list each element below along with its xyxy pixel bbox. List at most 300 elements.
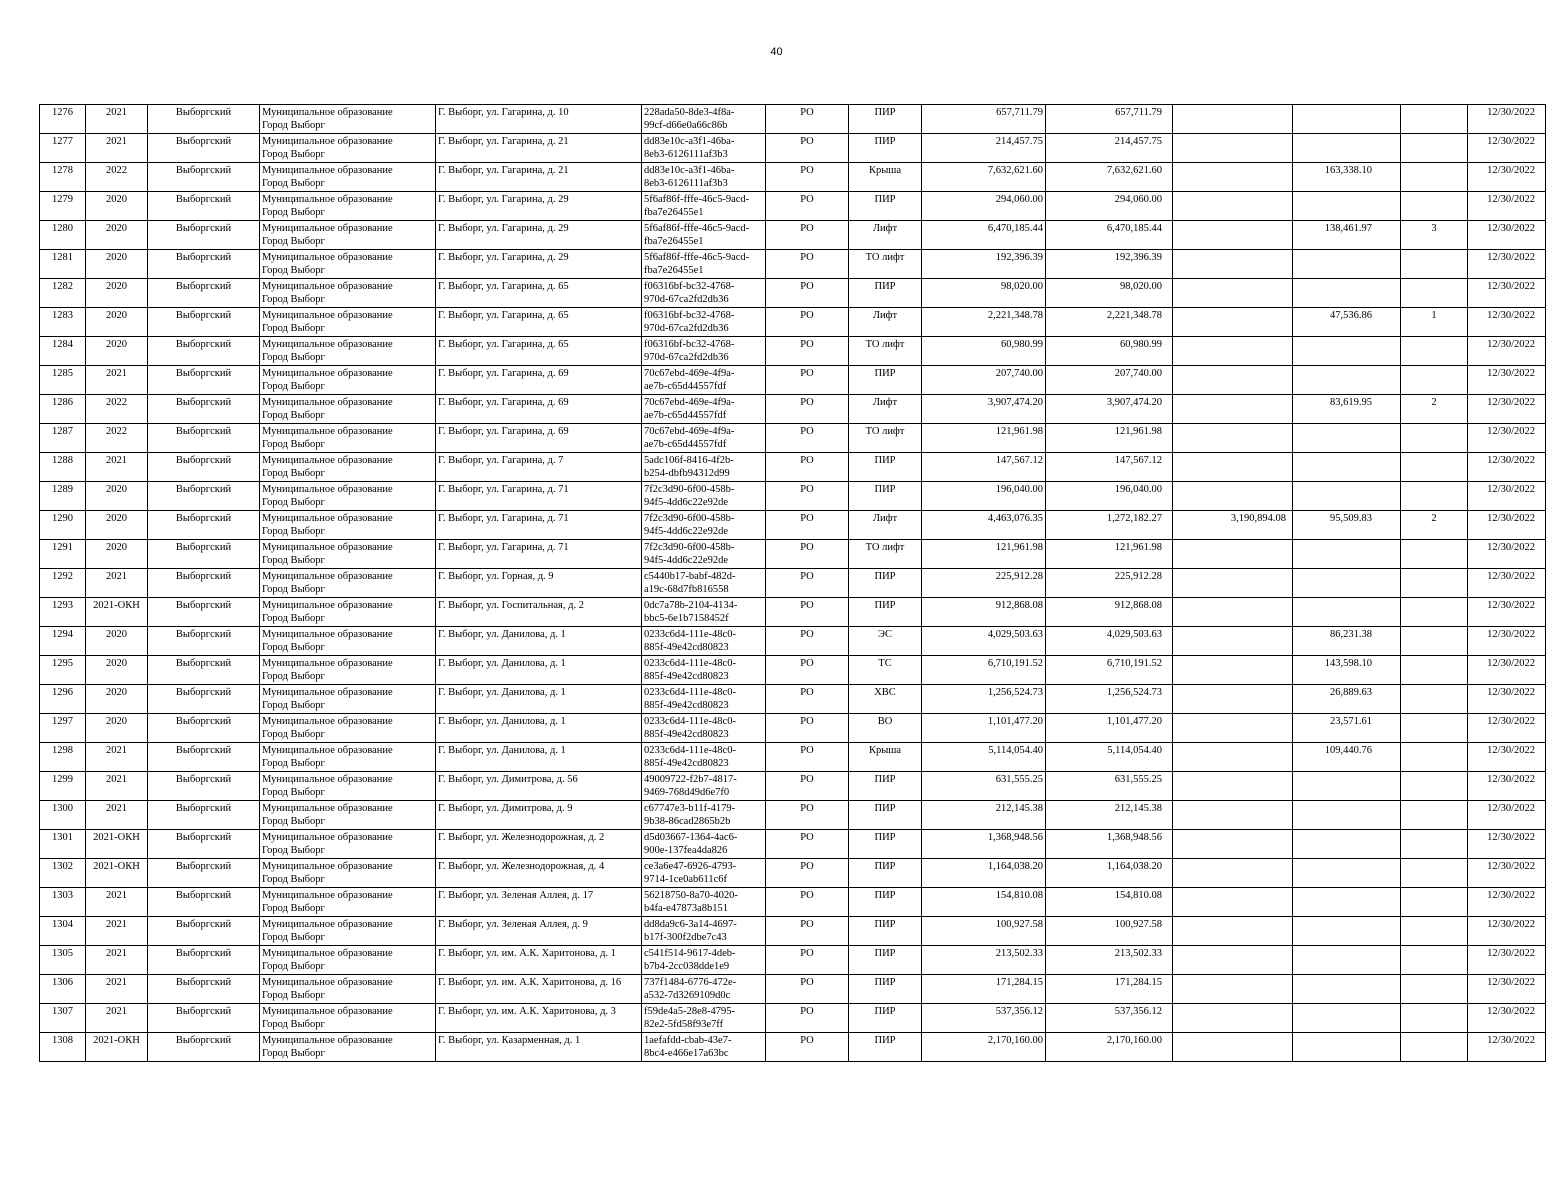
fund-cost-cell: 1,368,948.56	[1046, 830, 1173, 859]
row-number-cell: 1299	[40, 772, 86, 801]
count-cell	[1401, 917, 1468, 946]
date-cell: 12/30/2022	[1468, 743, 1546, 772]
extra-cost-cell	[1293, 569, 1401, 598]
total-cost-cell: 912,868.08	[922, 598, 1046, 627]
municipality-cell	[260, 337, 436, 366]
total-cost-cell: 154,810.08	[922, 888, 1046, 917]
work-type-cell: ПИР	[849, 569, 922, 598]
work-type-cell: ТО лифт	[849, 540, 922, 569]
row-number-cell: 1295	[40, 656, 86, 685]
address-cell: Г. Выборг, ул. Димитрова, д. 9	[436, 801, 642, 830]
district-cell: Выборгский	[148, 134, 260, 163]
other-cost-cell	[1173, 105, 1293, 134]
other-cost-cell	[1173, 714, 1293, 743]
row-number-cell: 1293	[40, 598, 86, 627]
other-cost-cell	[1173, 221, 1293, 250]
extra-cost-cell: 26,889.63	[1293, 685, 1401, 714]
fund-cost-cell: 207,740.00	[1046, 366, 1173, 395]
work-type-cell: ЭС	[849, 627, 922, 656]
date-cell: 12/30/2022	[1468, 221, 1546, 250]
address-cell: Г. Выборг, ул. Гагарина, д. 29	[436, 192, 642, 221]
other-cost-cell: 3,190,894.08	[1173, 511, 1293, 540]
municipality-line: Город Выборг	[262, 787, 325, 798]
guid-line: c67747e3-b11f-4179-	[644, 803, 736, 814]
table-row	[40, 250, 1546, 279]
count-cell	[1401, 1033, 1468, 1062]
guid-line: 9469-768d49d6e7f0	[644, 787, 730, 798]
row-number-cell: 1302	[40, 859, 86, 888]
municipality-line: Город Выборг	[262, 497, 325, 508]
work-type-cell: ПИР	[849, 366, 922, 395]
date-cell: 12/30/2022	[1468, 105, 1546, 134]
org-cell: РО	[766, 946, 849, 975]
guid-line: 8eb3-6126111af3b3	[644, 149, 728, 160]
row-number-cell: 1285	[40, 366, 86, 395]
address-cell: Г. Выборг, ул. Димитрова, д. 56	[436, 772, 642, 801]
extra-cost-cell	[1293, 917, 1401, 946]
guid-line: dd83e10c-a3f1-46ba-	[644, 136, 735, 147]
count-cell	[1401, 685, 1468, 714]
org-cell: РО	[766, 1004, 849, 1033]
org-cell: РО	[766, 163, 849, 192]
other-cost-cell	[1173, 569, 1293, 598]
municipality-line: Город Выборг	[262, 178, 325, 189]
municipality-cell	[260, 656, 436, 685]
district-cell: Выборгский	[148, 569, 260, 598]
year-cell: 2022	[86, 163, 148, 192]
year-cell: 2020	[86, 685, 148, 714]
row-number-cell: 1289	[40, 482, 86, 511]
table-row	[40, 163, 1546, 192]
fund-cost-cell: 121,961.98	[1046, 540, 1173, 569]
date-cell: 12/30/2022	[1468, 859, 1546, 888]
municipality-line: Город Выборг	[262, 845, 325, 856]
municipality-line: Город Выборг	[262, 352, 325, 363]
year-cell: 2021	[86, 453, 148, 482]
org-cell: РО	[766, 772, 849, 801]
municipality-line: Муниципальное образование	[262, 774, 393, 785]
guid-line: 228ada50-8de3-4f8a-	[644, 107, 735, 118]
row-number-cell: 1279	[40, 192, 86, 221]
row-number-cell: 1282	[40, 279, 86, 308]
guid-cell	[642, 279, 766, 308]
extra-cost-cell	[1293, 366, 1401, 395]
count-cell: 2	[1401, 511, 1468, 540]
count-cell	[1401, 830, 1468, 859]
municipality-line: Муниципальное образование	[262, 339, 393, 350]
municipality-line: Муниципальное образование	[262, 832, 393, 843]
date-cell: 12/30/2022	[1468, 134, 1546, 163]
count-cell	[1401, 627, 1468, 656]
municipality-cell	[260, 569, 436, 598]
municipality-line: Муниципальное образование	[262, 426, 393, 437]
table-row	[40, 540, 1546, 569]
municipality-line: Город Выборг	[262, 700, 325, 711]
year-cell: 2020	[86, 714, 148, 743]
count-cell	[1401, 366, 1468, 395]
other-cost-cell	[1173, 801, 1293, 830]
other-cost-cell	[1173, 134, 1293, 163]
guid-line: 885f-49e42cd80823	[644, 758, 729, 769]
municipality-cell	[260, 888, 436, 917]
municipality-line: Муниципальное образование	[262, 977, 393, 988]
date-cell: 12/30/2022	[1468, 308, 1546, 337]
date-cell: 12/30/2022	[1468, 395, 1546, 424]
work-type-cell: Крыша	[849, 163, 922, 192]
org-cell: РО	[766, 482, 849, 511]
address-cell: Г. Выборг, ул. Гагарина, д. 7	[436, 453, 642, 482]
address-cell: Г. Выборг, ул. Гагарина, д. 65	[436, 337, 642, 366]
fund-cost-cell: 5,114,054.40	[1046, 743, 1173, 772]
work-type-cell: ПИР	[849, 917, 922, 946]
year-cell: 2021-ОКН	[86, 1033, 148, 1062]
guid-cell	[642, 540, 766, 569]
row-number-cell: 1301	[40, 830, 86, 859]
municipality-line: Город Выборг	[262, 120, 325, 131]
row-number-cell: 1290	[40, 511, 86, 540]
municipality-line: Город Выборг	[262, 207, 325, 218]
other-cost-cell	[1173, 830, 1293, 859]
guid-line: 70c67ebd-469e-4f9a-	[644, 368, 735, 379]
row-number-cell: 1280	[40, 221, 86, 250]
municipality-cell	[260, 685, 436, 714]
guid-line: 0233c6d4-111e-48c0-	[644, 629, 736, 640]
guid-cell	[642, 714, 766, 743]
fund-cost-cell: 60,980.99	[1046, 337, 1173, 366]
org-cell: РО	[766, 279, 849, 308]
count-cell	[1401, 946, 1468, 975]
guid-cell	[642, 395, 766, 424]
year-cell: 2020	[86, 511, 148, 540]
municipality-cell	[260, 540, 436, 569]
row-number-cell: 1277	[40, 134, 86, 163]
total-cost-cell: 5,114,054.40	[922, 743, 1046, 772]
guid-cell	[642, 221, 766, 250]
address-cell: Г. Выборг, ул. им. А.К. Харитонова, д. 3	[436, 1004, 642, 1033]
district-cell: Выборгский	[148, 685, 260, 714]
address-cell: Г. Выборг, ул. Гагарина, д. 71	[436, 482, 642, 511]
other-cost-cell	[1173, 859, 1293, 888]
work-type-cell: ПИР	[849, 772, 922, 801]
year-cell: 2020	[86, 540, 148, 569]
table-row	[40, 337, 1546, 366]
address-cell: Г. Выборг, ул. Гагарина, д. 21	[436, 134, 642, 163]
org-cell: РО	[766, 685, 849, 714]
guid-cell	[642, 888, 766, 917]
guid-cell	[642, 482, 766, 511]
work-type-cell: Лифт	[849, 221, 922, 250]
municipality-line: Город Выборг	[262, 381, 325, 392]
municipality-line: Муниципальное образование	[262, 1035, 393, 1046]
address-cell: Г. Выборг, ул. Данилова, д. 1	[436, 685, 642, 714]
guid-cell	[642, 163, 766, 192]
municipality-line: Город Выборг	[262, 236, 325, 247]
year-cell: 2022	[86, 424, 148, 453]
guid-line: 1aefafdd-cbab-43e7-	[644, 1035, 732, 1046]
guid-line: 885f-49e42cd80823	[644, 700, 729, 711]
guid-line: 94f5-4dd6c22e92de	[644, 497, 728, 508]
row-number-cell: 1307	[40, 1004, 86, 1033]
year-cell: 2021	[86, 569, 148, 598]
total-cost-cell: 657,711.79	[922, 105, 1046, 134]
total-cost-cell: 1,164,038.20	[922, 859, 1046, 888]
other-cost-cell	[1173, 1033, 1293, 1062]
work-type-cell: ПИР	[849, 192, 922, 221]
count-cell	[1401, 163, 1468, 192]
municipality-line: Город Выборг	[262, 671, 325, 682]
count-cell: 3	[1401, 221, 1468, 250]
district-cell: Выборгский	[148, 453, 260, 482]
table-row	[40, 801, 1546, 830]
guid-line: 0233c6d4-111e-48c0-	[644, 658, 736, 669]
guid-line: f06316bf-bc32-4768-	[644, 281, 735, 292]
count-cell	[1401, 772, 1468, 801]
org-cell: РО	[766, 395, 849, 424]
guid-line: a19c-68d7fb816558	[644, 584, 729, 595]
municipality-line: Город Выборг	[262, 439, 325, 450]
other-cost-cell	[1173, 453, 1293, 482]
municipality-line: Муниципальное образование	[262, 1006, 393, 1017]
org-cell: РО	[766, 830, 849, 859]
district-cell: Выборгский	[148, 540, 260, 569]
org-cell: РО	[766, 917, 849, 946]
fund-cost-cell: 6,470,185.44	[1046, 221, 1173, 250]
table-body	[40, 105, 1546, 1062]
guid-cell	[642, 192, 766, 221]
guid-line: 99cf-d66e0a66c86b	[644, 120, 728, 131]
row-number-cell: 1294	[40, 627, 86, 656]
fund-cost-cell: 912,868.08	[1046, 598, 1173, 627]
other-cost-cell	[1173, 656, 1293, 685]
work-type-cell: Лифт	[849, 308, 922, 337]
district-cell: Выборгский	[148, 163, 260, 192]
total-cost-cell: 147,567.12	[922, 453, 1046, 482]
total-cost-cell: 1,368,948.56	[922, 830, 1046, 859]
guid-line: 70c67ebd-469e-4f9a-	[644, 426, 735, 437]
table-row	[40, 395, 1546, 424]
date-cell: 12/30/2022	[1468, 917, 1546, 946]
other-cost-cell	[1173, 250, 1293, 279]
count-cell	[1401, 424, 1468, 453]
guid-cell	[642, 105, 766, 134]
guid-line: ce3a6e47-6926-4793-	[644, 861, 737, 872]
other-cost-cell	[1173, 308, 1293, 337]
registry-table	[39, 104, 1546, 1062]
work-type-cell: ПИР	[849, 482, 922, 511]
year-cell: 2021	[86, 975, 148, 1004]
guid-line: 0233c6d4-111e-48c0-	[644, 716, 736, 727]
fund-cost-cell: 631,555.25	[1046, 772, 1173, 801]
year-cell: 2021	[86, 946, 148, 975]
fund-cost-cell: 2,221,348.78	[1046, 308, 1173, 337]
fund-cost-cell: 212,145.38	[1046, 801, 1173, 830]
guid-line: fba7e26455e1	[644, 236, 704, 247]
municipality-cell	[260, 975, 436, 1004]
municipality-line: Город Выборг	[262, 729, 325, 740]
other-cost-cell	[1173, 685, 1293, 714]
address-cell: Г. Выборг, ул. Гагарина, д. 65	[436, 279, 642, 308]
date-cell: 12/30/2022	[1468, 772, 1546, 801]
address-cell: Г. Выборг, ул. Данилова, д. 1	[436, 714, 642, 743]
guid-line: fba7e26455e1	[644, 265, 704, 276]
municipality-line: Муниципальное образование	[262, 890, 393, 901]
municipality-cell	[260, 859, 436, 888]
count-cell	[1401, 540, 1468, 569]
municipality-cell	[260, 946, 436, 975]
municipality-line: Муниципальное образование	[262, 658, 393, 669]
total-cost-cell: 4,029,503.63	[922, 627, 1046, 656]
guid-line: f59de4a5-28e8-4795-	[644, 1006, 735, 1017]
row-number-cell: 1287	[40, 424, 86, 453]
guid-cell	[642, 424, 766, 453]
total-cost-cell: 3,907,474.20	[922, 395, 1046, 424]
district-cell: Выборгский	[148, 511, 260, 540]
date-cell: 12/30/2022	[1468, 830, 1546, 859]
row-number-cell: 1305	[40, 946, 86, 975]
guid-line: 82e2-5fd58f93e7ff	[644, 1019, 724, 1030]
total-cost-cell: 7,632,621.60	[922, 163, 1046, 192]
extra-cost-cell	[1293, 859, 1401, 888]
address-cell: Г. Выборг, ул. Гагарина, д. 21	[436, 163, 642, 192]
guid-line: a532-7d3269109d0c	[644, 990, 731, 1001]
extra-cost-cell	[1293, 337, 1401, 366]
extra-cost-cell	[1293, 598, 1401, 627]
fund-cost-cell: 294,060.00	[1046, 192, 1173, 221]
guid-cell	[642, 917, 766, 946]
row-number-cell: 1296	[40, 685, 86, 714]
year-cell: 2021-ОКН	[86, 598, 148, 627]
row-number-cell: 1303	[40, 888, 86, 917]
table-row	[40, 308, 1546, 337]
guid-cell	[642, 453, 766, 482]
work-type-cell: ПИР	[849, 279, 922, 308]
municipality-cell	[260, 395, 436, 424]
row-number-cell: 1276	[40, 105, 86, 134]
total-cost-cell: 171,284.15	[922, 975, 1046, 1004]
extra-cost-cell	[1293, 830, 1401, 859]
guid-cell	[642, 685, 766, 714]
address-cell: Г. Выборг, ул. Зеленая Аллея, д. 17	[436, 888, 642, 917]
work-type-cell: ПИР	[849, 134, 922, 163]
guid-line: c541f514-9617-4deb-	[644, 948, 736, 959]
fund-cost-cell: 225,912.28	[1046, 569, 1173, 598]
year-cell: 2022	[86, 395, 148, 424]
extra-cost-cell	[1293, 134, 1401, 163]
municipality-line: Муниципальное образование	[262, 368, 393, 379]
extra-cost-cell	[1293, 1004, 1401, 1033]
address-cell: Г. Выборг, ул. Гагарина, д. 71	[436, 540, 642, 569]
table-row	[40, 279, 1546, 308]
municipality-line: Город Выборг	[262, 1019, 325, 1030]
guid-cell	[642, 569, 766, 598]
fund-cost-cell: 147,567.12	[1046, 453, 1173, 482]
table-row	[40, 830, 1546, 859]
org-cell: РО	[766, 801, 849, 830]
row-number-cell: 1284	[40, 337, 86, 366]
fund-cost-cell: 2,170,160.00	[1046, 1033, 1173, 1062]
work-type-cell: ТО лифт	[849, 424, 922, 453]
municipality-cell	[260, 482, 436, 511]
extra-cost-cell: 138,461.97	[1293, 221, 1401, 250]
row-number-cell: 1300	[40, 801, 86, 830]
municipality-cell	[260, 772, 436, 801]
fund-cost-cell: 121,961.98	[1046, 424, 1173, 453]
fund-cost-cell: 1,164,038.20	[1046, 859, 1173, 888]
date-cell: 12/30/2022	[1468, 1004, 1546, 1033]
total-cost-cell: 537,356.12	[922, 1004, 1046, 1033]
guid-line: ae7b-c65d44557fdf	[644, 381, 727, 392]
municipality-line: Муниципальное образование	[262, 919, 393, 930]
extra-cost-cell: 163,338.10	[1293, 163, 1401, 192]
other-cost-cell	[1173, 366, 1293, 395]
row-number-cell: 1298	[40, 743, 86, 772]
municipality-line: Муниципальное образование	[262, 281, 393, 292]
municipality-cell	[260, 134, 436, 163]
total-cost-cell: 1,256,524.73	[922, 685, 1046, 714]
date-cell: 12/30/2022	[1468, 366, 1546, 395]
row-number-cell: 1286	[40, 395, 86, 424]
work-type-cell: ПИР	[849, 888, 922, 917]
municipality-line: Муниципальное образование	[262, 600, 393, 611]
org-cell: РО	[766, 888, 849, 917]
district-cell: Выборгский	[148, 337, 260, 366]
guid-line: 5f6af86f-fffe-46c5-9acd-	[644, 223, 750, 234]
guid-cell	[642, 250, 766, 279]
guid-cell	[642, 830, 766, 859]
guid-line: 56218750-8a70-4020-	[644, 890, 738, 901]
district-cell: Выборгский	[148, 801, 260, 830]
municipality-line: Муниципальное образование	[262, 629, 393, 640]
district-cell: Выборгский	[148, 888, 260, 917]
org-cell: РО	[766, 105, 849, 134]
district-cell: Выборгский	[148, 946, 260, 975]
fund-cost-cell: 1,256,524.73	[1046, 685, 1173, 714]
org-cell: РО	[766, 859, 849, 888]
total-cost-cell: 196,040.00	[922, 482, 1046, 511]
row-number-cell: 1291	[40, 540, 86, 569]
address-cell: Г. Выборг, ул. Данилова, д. 1	[436, 743, 642, 772]
guid-cell	[642, 337, 766, 366]
guid-line: 49009722-f2b7-4817-	[644, 774, 737, 785]
other-cost-cell	[1173, 888, 1293, 917]
table-row	[40, 511, 1546, 540]
org-cell: РО	[766, 1033, 849, 1062]
extra-cost-cell: 47,536.86	[1293, 308, 1401, 337]
guid-line: c5440b17-babf-482d-	[644, 571, 736, 582]
org-cell: РО	[766, 221, 849, 250]
guid-line: dd83e10c-a3f1-46ba-	[644, 165, 735, 176]
other-cost-cell	[1173, 598, 1293, 627]
municipality-line: Город Выборг	[262, 584, 325, 595]
address-cell: Г. Выборг, ул. Гагарина, д. 65	[436, 308, 642, 337]
extra-cost-cell	[1293, 975, 1401, 1004]
municipality-cell	[260, 308, 436, 337]
work-type-cell: ПИР	[849, 975, 922, 1004]
municipality-cell	[260, 511, 436, 540]
guid-line: 7f2c3d90-6f00-458b-	[644, 484, 735, 495]
address-cell: Г. Выборг, ул. Железнодорожная, д. 4	[436, 859, 642, 888]
date-cell: 12/30/2022	[1468, 1033, 1546, 1062]
org-cell: РО	[766, 627, 849, 656]
work-type-cell: Крыша	[849, 743, 922, 772]
municipality-cell	[260, 830, 436, 859]
guid-line: d5d03667-1364-4ac6-	[644, 832, 738, 843]
extra-cost-cell	[1293, 279, 1401, 308]
guid-line: b7b4-2cc038dde1e9	[644, 961, 730, 972]
guid-line: 970d-67ca2fd2db36	[644, 323, 729, 334]
district-cell: Выборгский	[148, 627, 260, 656]
other-cost-cell	[1173, 1004, 1293, 1033]
